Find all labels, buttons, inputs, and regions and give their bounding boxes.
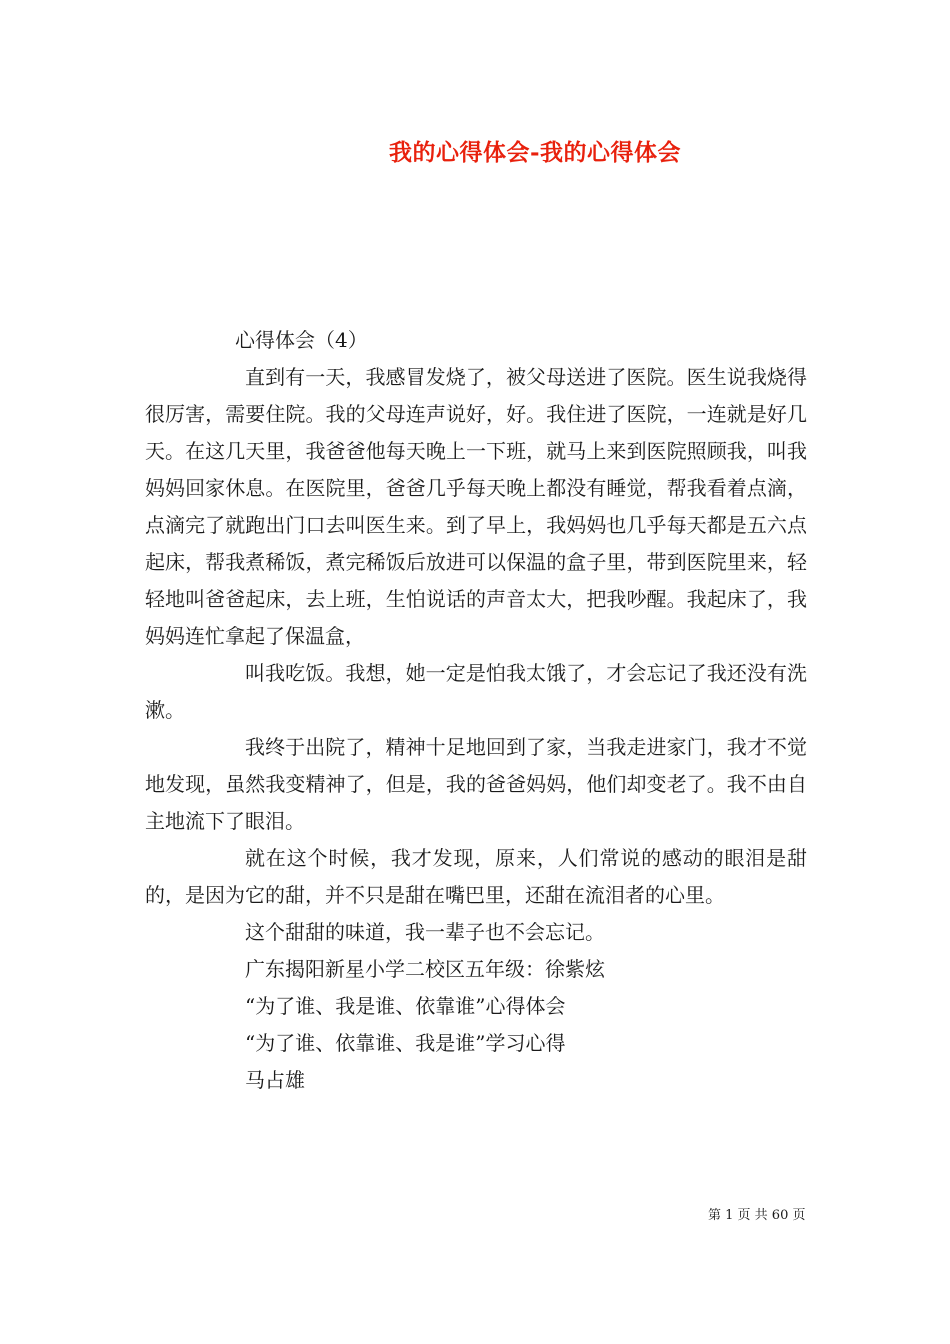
paragraph-2: 叫我吃饭。我想，她一定是怕我太饿了，才会忘记了我还没有洗漱。 [145, 661, 807, 722]
paragraph-1: 直到有一天，我感冒发烧了，被父母送进了医院。医生说我烧得很厉害，需要住院。我的父母连声说好，好。我住进了医院，一连就是好几天。在这几天里，我爸爸他每天晚上一下班，就马上来到医院照顾我，叫我妈妈回家休息。在医院里，爸爸几乎每天晚上都没有睡觉，帮我看着点滴，点滴完了就跑出门口去叫医生来。到了早上，我妈妈也几乎每天都是五六点起床，帮我煮稀饭，煮完稀饭后放进可以保温的盒子里，带到医院里来，轻轻地叫爸爸起床，去上班，生怕说话的声音太大，把我吵醒。我起床了，我妈妈连忙拿起了保温盒， [145, 365, 807, 648]
section-heading: 心得体会（4） [235, 328, 368, 352]
related-title-line: “为了谁、依靠谁、我是谁”学习心得 [245, 1031, 566, 1055]
page-number-footer: 第 1 页 共 60 页 [708, 1208, 806, 1223]
paragraph-4: 就在这个时候，我才发现，原来，人们常说的感动的眼泪是甜的，是因为它的甜，并不只是甜在嘴巴里，还甜在流泪者的心里。 [145, 846, 807, 907]
document-title: 我的心得体会-我的心得体会 [388, 139, 682, 166]
author-name-line: 马占雄 [245, 1068, 305, 1092]
paragraph-3: 我终于出院了，精神十足地回到了家，当我走进家门，我才不觉地发现，虽然我变精神了，但是，我的爸爸妈妈，他们却变老了。我不由自主地流下了眼泪。 [145, 735, 807, 833]
document-body [145, 322, 807, 1099]
related-title-line: “为了谁、我是谁、依靠谁”心得体会 [245, 994, 566, 1018]
closing-line: 这个甜甜的味道，我一辈子也不会忘记。 [245, 920, 605, 944]
author-line: 广东揭阳新星小学二校区五年级：徐紫炫 [245, 957, 605, 981]
